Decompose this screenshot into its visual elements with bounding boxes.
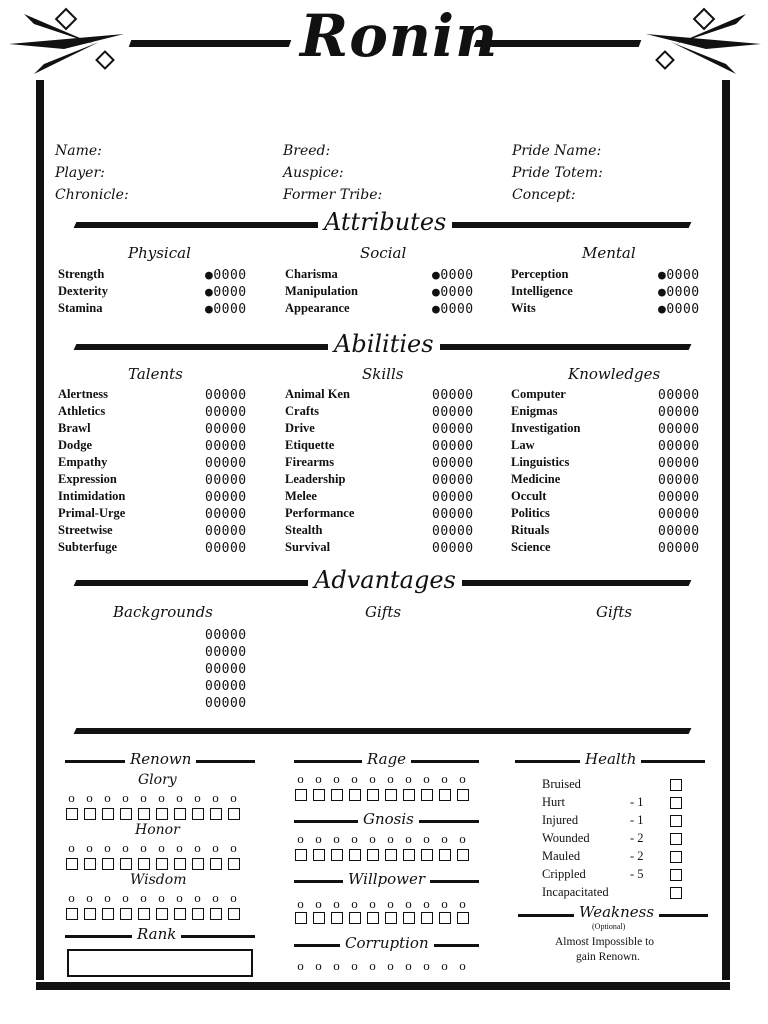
- health-level-penalty: - 1: [630, 813, 644, 827]
- health-level-penalty: - 2: [630, 831, 644, 845]
- pride-totem-label: Pride Totem:: [512, 165, 603, 181]
- ability-occult: Occult: [511, 489, 547, 503]
- glory-heading: Glory: [138, 772, 177, 788]
- breed-label: Breed:: [283, 143, 331, 159]
- honor-permanent-circle[interactable]: o: [140, 840, 147, 855]
- ability-athletics: Athletics: [58, 404, 106, 418]
- health-level-name: Crippled: [542, 867, 586, 881]
- weakness-text-2: gain Renown.: [576, 951, 640, 963]
- rage-temporary-box[interactable]: [367, 789, 379, 801]
- wisdom-temporary-box[interactable]: [210, 908, 222, 920]
- honor-permanent-circle[interactable]: o: [176, 840, 183, 855]
- ability-dots[interactable]: 00000: [205, 541, 247, 556]
- mental-heading: Mental: [582, 244, 636, 262]
- auspice-label: Auspice:: [283, 165, 344, 181]
- gifts-heading-1: Gifts: [365, 603, 402, 621]
- ability-stealth: Stealth: [285, 523, 323, 537]
- glory-temporary: [66, 808, 240, 820]
- ability-dots[interactable]: 00000: [658, 473, 700, 488]
- border-top-left: [129, 40, 292, 47]
- ability-dodge: Dodge: [58, 438, 93, 452]
- corruption-permanent-circle[interactable]: o: [315, 958, 322, 973]
- lower-divider: [74, 728, 692, 734]
- rage-temporary-box[interactable]: [295, 789, 307, 801]
- corruption-permanent-circle[interactable]: o: [297, 958, 304, 973]
- wisdom-temporary-box[interactable]: [174, 908, 186, 920]
- wisdom-permanent: [66, 890, 239, 906]
- attribute-wits: Wits: [511, 301, 536, 315]
- health-heading: Health: [580, 750, 641, 768]
- gnosis-permanent-circle[interactable]: o: [333, 831, 340, 846]
- health-level-box[interactable]: [670, 887, 682, 899]
- willpower-temporary-box[interactable]: [331, 912, 343, 924]
- health-level-penalty: - 1: [630, 795, 644, 809]
- honor-temporary-box[interactable]: [228, 858, 240, 870]
- glory-temporary-box[interactable]: [120, 808, 132, 820]
- honor-temporary: [66, 858, 240, 870]
- honor-permanent-circle[interactable]: o: [158, 840, 165, 855]
- ability-dots[interactable]: 00000: [205, 507, 247, 522]
- background-dots[interactable]: 00000: [205, 645, 247, 660]
- wisdom-temporary-box[interactable]: [138, 908, 150, 920]
- wisdom-temporary-box[interactable]: [228, 908, 240, 920]
- honor-temporary-box[interactable]: [120, 858, 132, 870]
- ability-survival: Survival: [285, 540, 331, 554]
- willpower-temporary-box[interactable]: [385, 912, 397, 924]
- attribute-charisma: Charisma: [285, 267, 338, 281]
- ability-computer: Computer: [511, 387, 566, 401]
- gnosis-permanent-circle[interactable]: o: [297, 831, 304, 846]
- ability-dots[interactable]: 00000: [432, 422, 474, 437]
- wisdom-temporary-box[interactable]: [120, 908, 132, 920]
- wisdom-heading: Wisdom: [130, 872, 187, 888]
- gnosis-temporary-box[interactable]: [295, 849, 307, 861]
- honor-permanent-circle[interactable]: o: [86, 840, 93, 855]
- health-level-name: Bruised: [542, 777, 581, 791]
- ability-brawl: Brawl: [58, 421, 91, 435]
- header-col-2: [283, 140, 382, 206]
- rage-temporary-box[interactable]: [421, 789, 433, 801]
- ability-enigmas: Enigmas: [511, 404, 558, 418]
- gnosis-temporary-box[interactable]: [385, 849, 397, 861]
- glory-temporary-box[interactable]: [228, 808, 240, 820]
- rage-temporary: [295, 789, 469, 801]
- glory-temporary-box[interactable]: [210, 808, 222, 820]
- ability-dots[interactable]: 00000: [658, 490, 700, 505]
- wisdom-permanent-circle[interactable]: o: [86, 890, 93, 905]
- ability-dots[interactable]: 00000: [205, 473, 247, 488]
- ability-politics: Politics: [511, 506, 550, 520]
- wisdom-temporary-box[interactable]: [84, 908, 96, 920]
- corruption-heading: Corruption: [340, 934, 434, 952]
- glory-temporary-box[interactable]: [174, 808, 186, 820]
- ability-dots[interactable]: 00000: [658, 439, 700, 454]
- ability-intimidation: Intimidation: [58, 489, 126, 503]
- background-dots[interactable]: 00000: [205, 679, 247, 694]
- glory-permanent-circle[interactable]: o: [230, 790, 237, 805]
- rage-permanent-circle[interactable]: o: [333, 771, 340, 786]
- ability-animal-ken: Animal Ken: [285, 387, 350, 401]
- rank-heading: Rank: [132, 925, 181, 943]
- glory-temporary-box[interactable]: [102, 808, 114, 820]
- honor-temporary-box[interactable]: [102, 858, 114, 870]
- rage-temporary-box[interactable]: [385, 789, 397, 801]
- gnosis-temporary: [295, 849, 469, 861]
- willpower-temporary-box[interactable]: [367, 912, 379, 924]
- ability-dots[interactable]: 00000: [432, 507, 474, 522]
- former-tribe-label: Former Tribe:: [283, 187, 383, 203]
- ability-dots[interactable]: 00000: [432, 388, 474, 403]
- corner-ornament-right-icon: [636, 4, 766, 84]
- rage-permanent-circle[interactable]: o: [441, 771, 448, 786]
- glory-temporary-box[interactable]: [156, 808, 168, 820]
- wisdom-permanent-circle[interactable]: o: [140, 890, 147, 905]
- attribute-dots[interactable]: ●0000: [432, 285, 474, 300]
- gnosis-permanent-circle[interactable]: o: [315, 831, 322, 846]
- wisdom-permanent-circle[interactable]: o: [230, 890, 237, 905]
- background-dots[interactable]: 00000: [205, 696, 247, 711]
- attributes-heading: Attributes: [318, 208, 452, 236]
- gnosis-permanent-circle[interactable]: o: [369, 831, 376, 846]
- sheet-title: Ronin: [300, 2, 499, 70]
- wisdom-temporary-box[interactable]: [102, 908, 114, 920]
- ability-dots[interactable]: 00000: [205, 422, 247, 437]
- header-col-1: [55, 140, 129, 206]
- health-level-name: Wounded: [542, 831, 590, 845]
- rage-temporary-box[interactable]: [439, 789, 451, 801]
- gnosis-permanent-circle[interactable]: o: [423, 831, 430, 846]
- corruption-permanent-circle[interactable]: o: [441, 958, 448, 973]
- honor-temporary-box[interactable]: [210, 858, 222, 870]
- ability-primal-urge: Primal-Urge: [58, 506, 126, 520]
- wisdom-permanent-circle[interactable]: o: [122, 890, 129, 905]
- rage-temporary-box[interactable]: [313, 789, 325, 801]
- attribute-stamina: Stamina: [58, 301, 103, 315]
- talents-heading: Talents: [128, 365, 183, 383]
- rage-temporary-box[interactable]: [349, 789, 361, 801]
- ability-alertness: Alertness: [58, 387, 108, 401]
- willpower-permanent-circle[interactable]: o: [333, 896, 340, 911]
- willpower-permanent-circle[interactable]: o: [369, 896, 376, 911]
- health-level-box[interactable]: [670, 797, 682, 809]
- willpower-temporary-box[interactable]: [349, 912, 361, 924]
- rage-permanent-circle[interactable]: o: [315, 771, 322, 786]
- ability-dots[interactable]: 00000: [432, 456, 474, 471]
- corruption-permanent-circle[interactable]: o: [405, 958, 412, 973]
- gnosis-temporary-box[interactable]: [349, 849, 361, 861]
- ability-dots[interactable]: 00000: [432, 524, 474, 539]
- ability-investigation: Investigation: [511, 421, 581, 435]
- ability-expression: Expression: [58, 472, 117, 486]
- wisdom-temporary-box[interactable]: [156, 908, 168, 920]
- ability-science: Science: [511, 540, 551, 554]
- attribute-dots[interactable]: ●0000: [205, 268, 247, 283]
- health-level-penalty: - 5: [630, 867, 644, 881]
- weakness-heading: Weakness: [574, 903, 659, 921]
- corruption-permanent-circle[interactable]: o: [459, 958, 466, 973]
- health-level-box[interactable]: [670, 815, 682, 827]
- willpower-permanent-circle[interactable]: o: [405, 896, 412, 911]
- rage-temporary-box[interactable]: [331, 789, 343, 801]
- honor-permanent-circle[interactable]: o: [230, 840, 237, 855]
- willpower-temporary-box[interactable]: [421, 912, 433, 924]
- ability-dots[interactable]: 00000: [658, 388, 700, 403]
- honor-permanent-circle[interactable]: o: [122, 840, 129, 855]
- background-dots[interactable]: 00000: [205, 628, 247, 643]
- ability-dots[interactable]: 00000: [432, 490, 474, 505]
- wisdom-temporary: [66, 908, 240, 920]
- glory-temporary-box[interactable]: [138, 808, 150, 820]
- wisdom-permanent-circle[interactable]: o: [212, 890, 219, 905]
- gnosis-temporary-box[interactable]: [331, 849, 343, 861]
- ability-firearms: Firearms: [285, 455, 335, 469]
- willpower-permanent-circle[interactable]: o: [441, 896, 448, 911]
- gnosis-temporary-box[interactable]: [421, 849, 433, 861]
- health-level-penalty: - 2: [630, 849, 644, 863]
- willpower-temporary-box[interactable]: [439, 912, 451, 924]
- ability-streetwise: Streetwise: [58, 523, 113, 537]
- attribute-appearance: Appearance: [285, 301, 350, 315]
- gnosis-permanent-circle[interactable]: o: [459, 831, 466, 846]
- concept-label: Concept:: [512, 187, 576, 203]
- willpower-permanent-circle[interactable]: o: [315, 896, 322, 911]
- honor-temporary-box[interactable]: [66, 858, 78, 870]
- attribute-intelligence: Intelligence: [511, 284, 573, 298]
- border-top-right: [474, 40, 642, 47]
- skills-heading: Skills: [362, 365, 404, 383]
- ability-melee: Melee: [285, 489, 317, 503]
- honor-temporary-box[interactable]: [174, 858, 186, 870]
- gnosis-heading: Gnosis: [358, 810, 419, 828]
- player-label: Player:: [55, 165, 105, 181]
- attribute-strength: Strength: [58, 267, 105, 281]
- glory-permanent-circle[interactable]: o: [68, 790, 75, 805]
- weakness-optional: (Optional): [592, 922, 626, 931]
- health-level-box[interactable]: [670, 869, 682, 881]
- ability-dots[interactable]: 00000: [205, 388, 247, 403]
- ability-linguistics: Linguistics: [511, 455, 570, 469]
- glory-temporary-box[interactable]: [84, 808, 96, 820]
- knowledges-heading: Knowledges: [568, 365, 661, 383]
- pride-name-label: Pride Name:: [512, 143, 602, 159]
- health-level-name: Injured: [542, 813, 579, 827]
- physical-heading: Physical: [128, 244, 191, 262]
- ability-dots[interactable]: 00000: [658, 541, 700, 556]
- background-dots[interactable]: 00000: [205, 662, 247, 677]
- willpower-permanent-circle[interactable]: o: [459, 896, 466, 911]
- wisdom-permanent-circle[interactable]: o: [158, 890, 165, 905]
- header-col-3: [512, 140, 603, 206]
- honor-temporary-box[interactable]: [156, 858, 168, 870]
- willpower-heading: Willpower: [343, 870, 430, 888]
- glory-permanent-circle[interactable]: o: [158, 790, 165, 805]
- rage-temporary-box[interactable]: [403, 789, 415, 801]
- gnosis-permanent-circle[interactable]: o: [387, 831, 394, 846]
- willpower-temporary: [295, 912, 469, 924]
- glory-permanent-circle[interactable]: o: [194, 790, 201, 805]
- glory-permanent: [66, 790, 239, 806]
- ability-performance: Performance: [285, 506, 355, 520]
- attribute-manipulation: Manipulation: [285, 284, 358, 298]
- glory-permanent-circle[interactable]: o: [122, 790, 129, 805]
- health-level-box[interactable]: [670, 833, 682, 845]
- wisdom-permanent-circle[interactable]: o: [176, 890, 183, 905]
- rage-permanent-circle[interactable]: o: [423, 771, 430, 786]
- social-heading: Social: [360, 244, 407, 262]
- attribute-dots[interactable]: ●0000: [432, 268, 474, 283]
- willpower-temporary-box[interactable]: [313, 912, 325, 924]
- honor-permanent-circle[interactable]: o: [212, 840, 219, 855]
- ability-drive: Drive: [285, 421, 315, 435]
- gnosis-temporary-box[interactable]: [439, 849, 451, 861]
- advantages-heading: Advantages: [308, 566, 462, 594]
- ability-dots[interactable]: 00000: [658, 507, 700, 522]
- willpower-temporary-box[interactable]: [457, 912, 469, 924]
- willpower-temporary-box[interactable]: [295, 912, 307, 924]
- willpower-permanent-circle[interactable]: o: [387, 896, 394, 911]
- glory-permanent-circle[interactable]: o: [86, 790, 93, 805]
- ability-medicine: Medicine: [511, 472, 561, 486]
- attribute-dexterity: Dexterity: [58, 284, 108, 298]
- rage-permanent-circle[interactable]: o: [369, 771, 376, 786]
- border-bottom: [36, 982, 730, 990]
- ability-subterfuge: Subterfuge: [58, 540, 118, 554]
- honor-temporary-box[interactable]: [138, 858, 150, 870]
- wisdom-permanent-circle[interactable]: o: [104, 890, 111, 905]
- willpower-permanent-circle[interactable]: o: [423, 896, 430, 911]
- glory-permanent-circle[interactable]: o: [176, 790, 183, 805]
- willpower-temporary-box[interactable]: [403, 912, 415, 924]
- gnosis-temporary-box[interactable]: [403, 849, 415, 861]
- health-level-box[interactable]: [670, 851, 682, 863]
- wisdom-permanent-circle[interactable]: o: [194, 890, 201, 905]
- attribute-dots[interactable]: ●0000: [432, 302, 474, 317]
- gnosis-temporary-box[interactable]: [367, 849, 379, 861]
- glory-permanent-circle[interactable]: o: [104, 790, 111, 805]
- wisdom-permanent-circle[interactable]: o: [68, 890, 75, 905]
- ability-dots[interactable]: 00000: [658, 524, 700, 539]
- ability-crafts: Crafts: [285, 404, 320, 418]
- wisdom-temporary-box[interactable]: [66, 908, 78, 920]
- name-label: Name:: [55, 143, 102, 159]
- backgrounds-heading: Backgrounds: [113, 603, 213, 621]
- corruption-permanent-circle[interactable]: o: [369, 958, 376, 973]
- willpower-permanent-circle[interactable]: o: [351, 896, 358, 911]
- ability-dots[interactable]: 00000: [205, 456, 247, 471]
- attribute-dots[interactable]: ●0000: [658, 302, 700, 317]
- attribute-dots[interactable]: ●0000: [658, 268, 700, 283]
- ability-dots[interactable]: 00000: [205, 439, 247, 454]
- ability-dots[interactable]: 00000: [658, 405, 700, 420]
- rage-permanent-circle[interactable]: o: [459, 771, 466, 786]
- honor-temporary-box[interactable]: [84, 858, 96, 870]
- border-left: [36, 80, 44, 980]
- health-level-name: Mauled: [542, 849, 581, 863]
- gnosis-permanent-circle[interactable]: o: [351, 831, 358, 846]
- honor-permanent-circle[interactable]: o: [68, 840, 75, 855]
- gnosis-permanent-circle[interactable]: o: [405, 831, 412, 846]
- rage-permanent-circle[interactable]: o: [387, 771, 394, 786]
- ability-dots[interactable]: 00000: [432, 405, 474, 420]
- ability-dots[interactable]: 00000: [432, 439, 474, 454]
- health-level-name: Hurt: [542, 795, 565, 809]
- ability-rituals: Rituals: [511, 523, 550, 537]
- ability-dots[interactable]: 00000: [205, 524, 247, 539]
- attribute-dots[interactable]: ●0000: [205, 285, 247, 300]
- ability-dots[interactable]: 00000: [658, 422, 700, 437]
- health-level-name: Incapacitated: [542, 885, 609, 899]
- rank-input[interactable]: [67, 949, 253, 977]
- ability-dots[interactable]: 00000: [205, 490, 247, 505]
- honor-permanent-circle[interactable]: o: [194, 840, 201, 855]
- gnosis-temporary-box[interactable]: [457, 849, 469, 861]
- abilities-heading: Abilities: [328, 330, 440, 358]
- corruption-permanent-circle[interactable]: o: [387, 958, 394, 973]
- glory-permanent-circle[interactable]: o: [212, 790, 219, 805]
- attribute-perception: Perception: [511, 267, 569, 281]
- weakness-text-1: Almost Impossible to: [555, 936, 655, 948]
- health-level-box[interactable]: [670, 779, 682, 791]
- gnosis-temporary-box[interactable]: [313, 849, 325, 861]
- honor-temporary-box[interactable]: [192, 858, 204, 870]
- border-right: [722, 80, 730, 980]
- ability-dots[interactable]: 00000: [658, 456, 700, 471]
- gifts-heading-2: Gifts: [596, 603, 633, 621]
- ability-law: Law: [511, 438, 535, 452]
- honor-permanent-circle[interactable]: o: [104, 840, 111, 855]
- honor-heading: Honor: [135, 822, 180, 838]
- rage-permanent: [295, 771, 468, 787]
- glory-temporary-box[interactable]: [192, 808, 204, 820]
- glory-permanent-circle[interactable]: o: [140, 790, 147, 805]
- ability-dots[interactable]: 00000: [205, 405, 247, 420]
- rage-permanent-circle[interactable]: o: [405, 771, 412, 786]
- corruption-permanent-circle[interactable]: o: [423, 958, 430, 973]
- corner-ornament-left-icon: [4, 4, 134, 84]
- ability-dots[interactable]: 00000: [432, 541, 474, 556]
- rage-temporary-box[interactable]: [457, 789, 469, 801]
- honor-permanent: [66, 840, 239, 856]
- attribute-dots[interactable]: ●0000: [205, 302, 247, 317]
- gnosis-permanent-circle[interactable]: o: [441, 831, 448, 846]
- rage-permanent-circle[interactable]: o: [351, 771, 358, 786]
- ability-dots[interactable]: 00000: [432, 473, 474, 488]
- willpower-permanent-circle[interactable]: o: [297, 896, 304, 911]
- chronicle-label: Chronicle:: [55, 187, 129, 203]
- gnosis-permanent: [295, 831, 468, 847]
- glory-temporary-box[interactable]: [66, 808, 78, 820]
- rage-heading: Rage: [362, 750, 411, 768]
- renown-heading: Renown: [125, 750, 196, 768]
- corruption-permanent: [295, 958, 468, 974]
- corruption-permanent-circle[interactable]: o: [351, 958, 358, 973]
- ability-empathy: Empathy: [58, 455, 108, 469]
- attribute-dots[interactable]: ●0000: [658, 285, 700, 300]
- wisdom-temporary-box[interactable]: [192, 908, 204, 920]
- ability-leadership: Leadership: [285, 472, 346, 486]
- corruption-permanent-circle[interactable]: o: [333, 958, 340, 973]
- willpower-permanent: [295, 896, 468, 912]
- rage-permanent-circle[interactable]: o: [297, 771, 304, 786]
- ability-etiquette: Etiquette: [285, 438, 335, 452]
